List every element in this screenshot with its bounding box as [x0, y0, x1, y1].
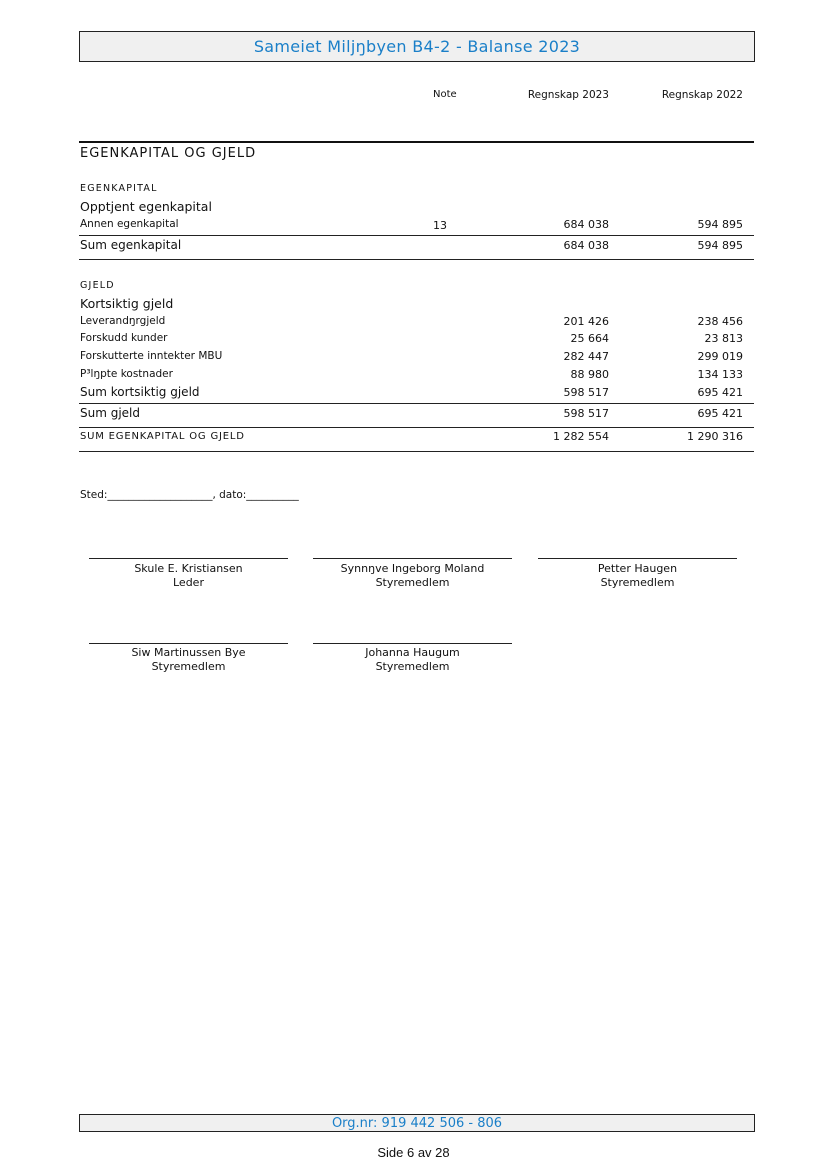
row-value-2022: 23 813 [704, 332, 743, 345]
sum-equity-2022: 594 895 [697, 239, 743, 252]
row-value-2022: 299 019 [697, 350, 743, 363]
section-rule [79, 141, 754, 143]
equity-heading: EGENKAPITAL [80, 183, 158, 194]
signatory-role: Leder [173, 576, 204, 589]
signatory-role: Styremedlem [600, 576, 675, 589]
signature-line [313, 643, 512, 644]
row-label: Annen egenkapital [80, 218, 179, 230]
col-2022-header: Regnskap 2022 [661, 89, 743, 101]
org-number: Org.nr: 919 442 506 - 806 [331, 1115, 503, 1131]
row-value-2023: 282 447 [563, 350, 609, 363]
row-note: 13 [433, 219, 447, 232]
row-value-2023: 684 038 [563, 218, 609, 231]
sum-equity-label: Sum egenkapital [80, 238, 182, 252]
signature-line [313, 558, 512, 559]
rule [79, 235, 754, 236]
signatory-name: Petter Haugen [597, 562, 678, 575]
row-value-2023: 25 664 [570, 332, 609, 345]
row-value-2022: 594 895 [697, 218, 743, 231]
equity-subheading: Opptjent egenkapital [80, 199, 212, 214]
total-2023: 1 282 554 [553, 430, 609, 443]
col-note-header: Note [433, 89, 457, 100]
rule [79, 403, 754, 404]
row-value-2023: 201 426 [563, 315, 609, 328]
report-title-box [79, 31, 755, 62]
page-number: Side 6 av 28 [377, 1145, 450, 1160]
sum-debt-2022: 695 421 [697, 407, 743, 420]
signatory-name: Johanna Haugum [365, 646, 460, 659]
debt-heading: GJELD [80, 280, 115, 291]
signatory-name: Siw Martinussen Bye [131, 646, 246, 659]
row-value-2022: 238 456 [697, 315, 743, 328]
place-date-line: Sted:____________________, dato:__________ [80, 489, 299, 501]
section-title: EGENKAPITAL OG GJELD [80, 146, 257, 161]
footer-org-box [79, 1114, 755, 1132]
row-value-2023: 88 980 [570, 368, 609, 381]
rule [79, 259, 754, 260]
row-label: Forskutterte inntekter MBU [80, 350, 223, 362]
sum-equity-2023: 684 038 [563, 239, 609, 252]
debt-subheading: Kortsiktig gjeld [80, 296, 174, 311]
signatory-name: Synnŋve Ingeborg Moland [340, 562, 485, 575]
signature-line [89, 558, 288, 559]
signature-line [89, 643, 288, 644]
total-2022: 1 290 316 [687, 430, 743, 443]
signatory-role: Styremedlem [151, 660, 226, 673]
row-value-2022: 134 133 [697, 368, 743, 381]
rule [79, 451, 754, 452]
sum-short-debt-2023: 598 517 [563, 386, 609, 399]
rule [79, 427, 754, 428]
row-label: Leverandŋrgjeld [80, 315, 166, 327]
sum-short-debt-label: Sum kortsiktig gjeld [80, 385, 200, 399]
report-title: Sameiet Miljŋbyen B4-2 - Balanse 2023 [253, 37, 581, 56]
row-label: P³lŋpte kostnader [80, 368, 173, 380]
sum-short-debt-2022: 695 421 [697, 386, 743, 399]
signatory-name: Skule E. Kristiansen [134, 562, 243, 575]
total-label: SUM EGENKAPITAL OG GJELD [80, 431, 245, 442]
signatory-role: Styremedlem [375, 660, 450, 673]
sum-debt-label: Sum gjeld [80, 406, 141, 420]
signature-line [538, 558, 737, 559]
sum-debt-2023: 598 517 [563, 407, 609, 420]
row-label: Forskudd kunder [80, 332, 168, 344]
col-2023-header: Regnskap 2023 [527, 89, 609, 101]
signatory-role: Styremedlem [375, 576, 450, 589]
